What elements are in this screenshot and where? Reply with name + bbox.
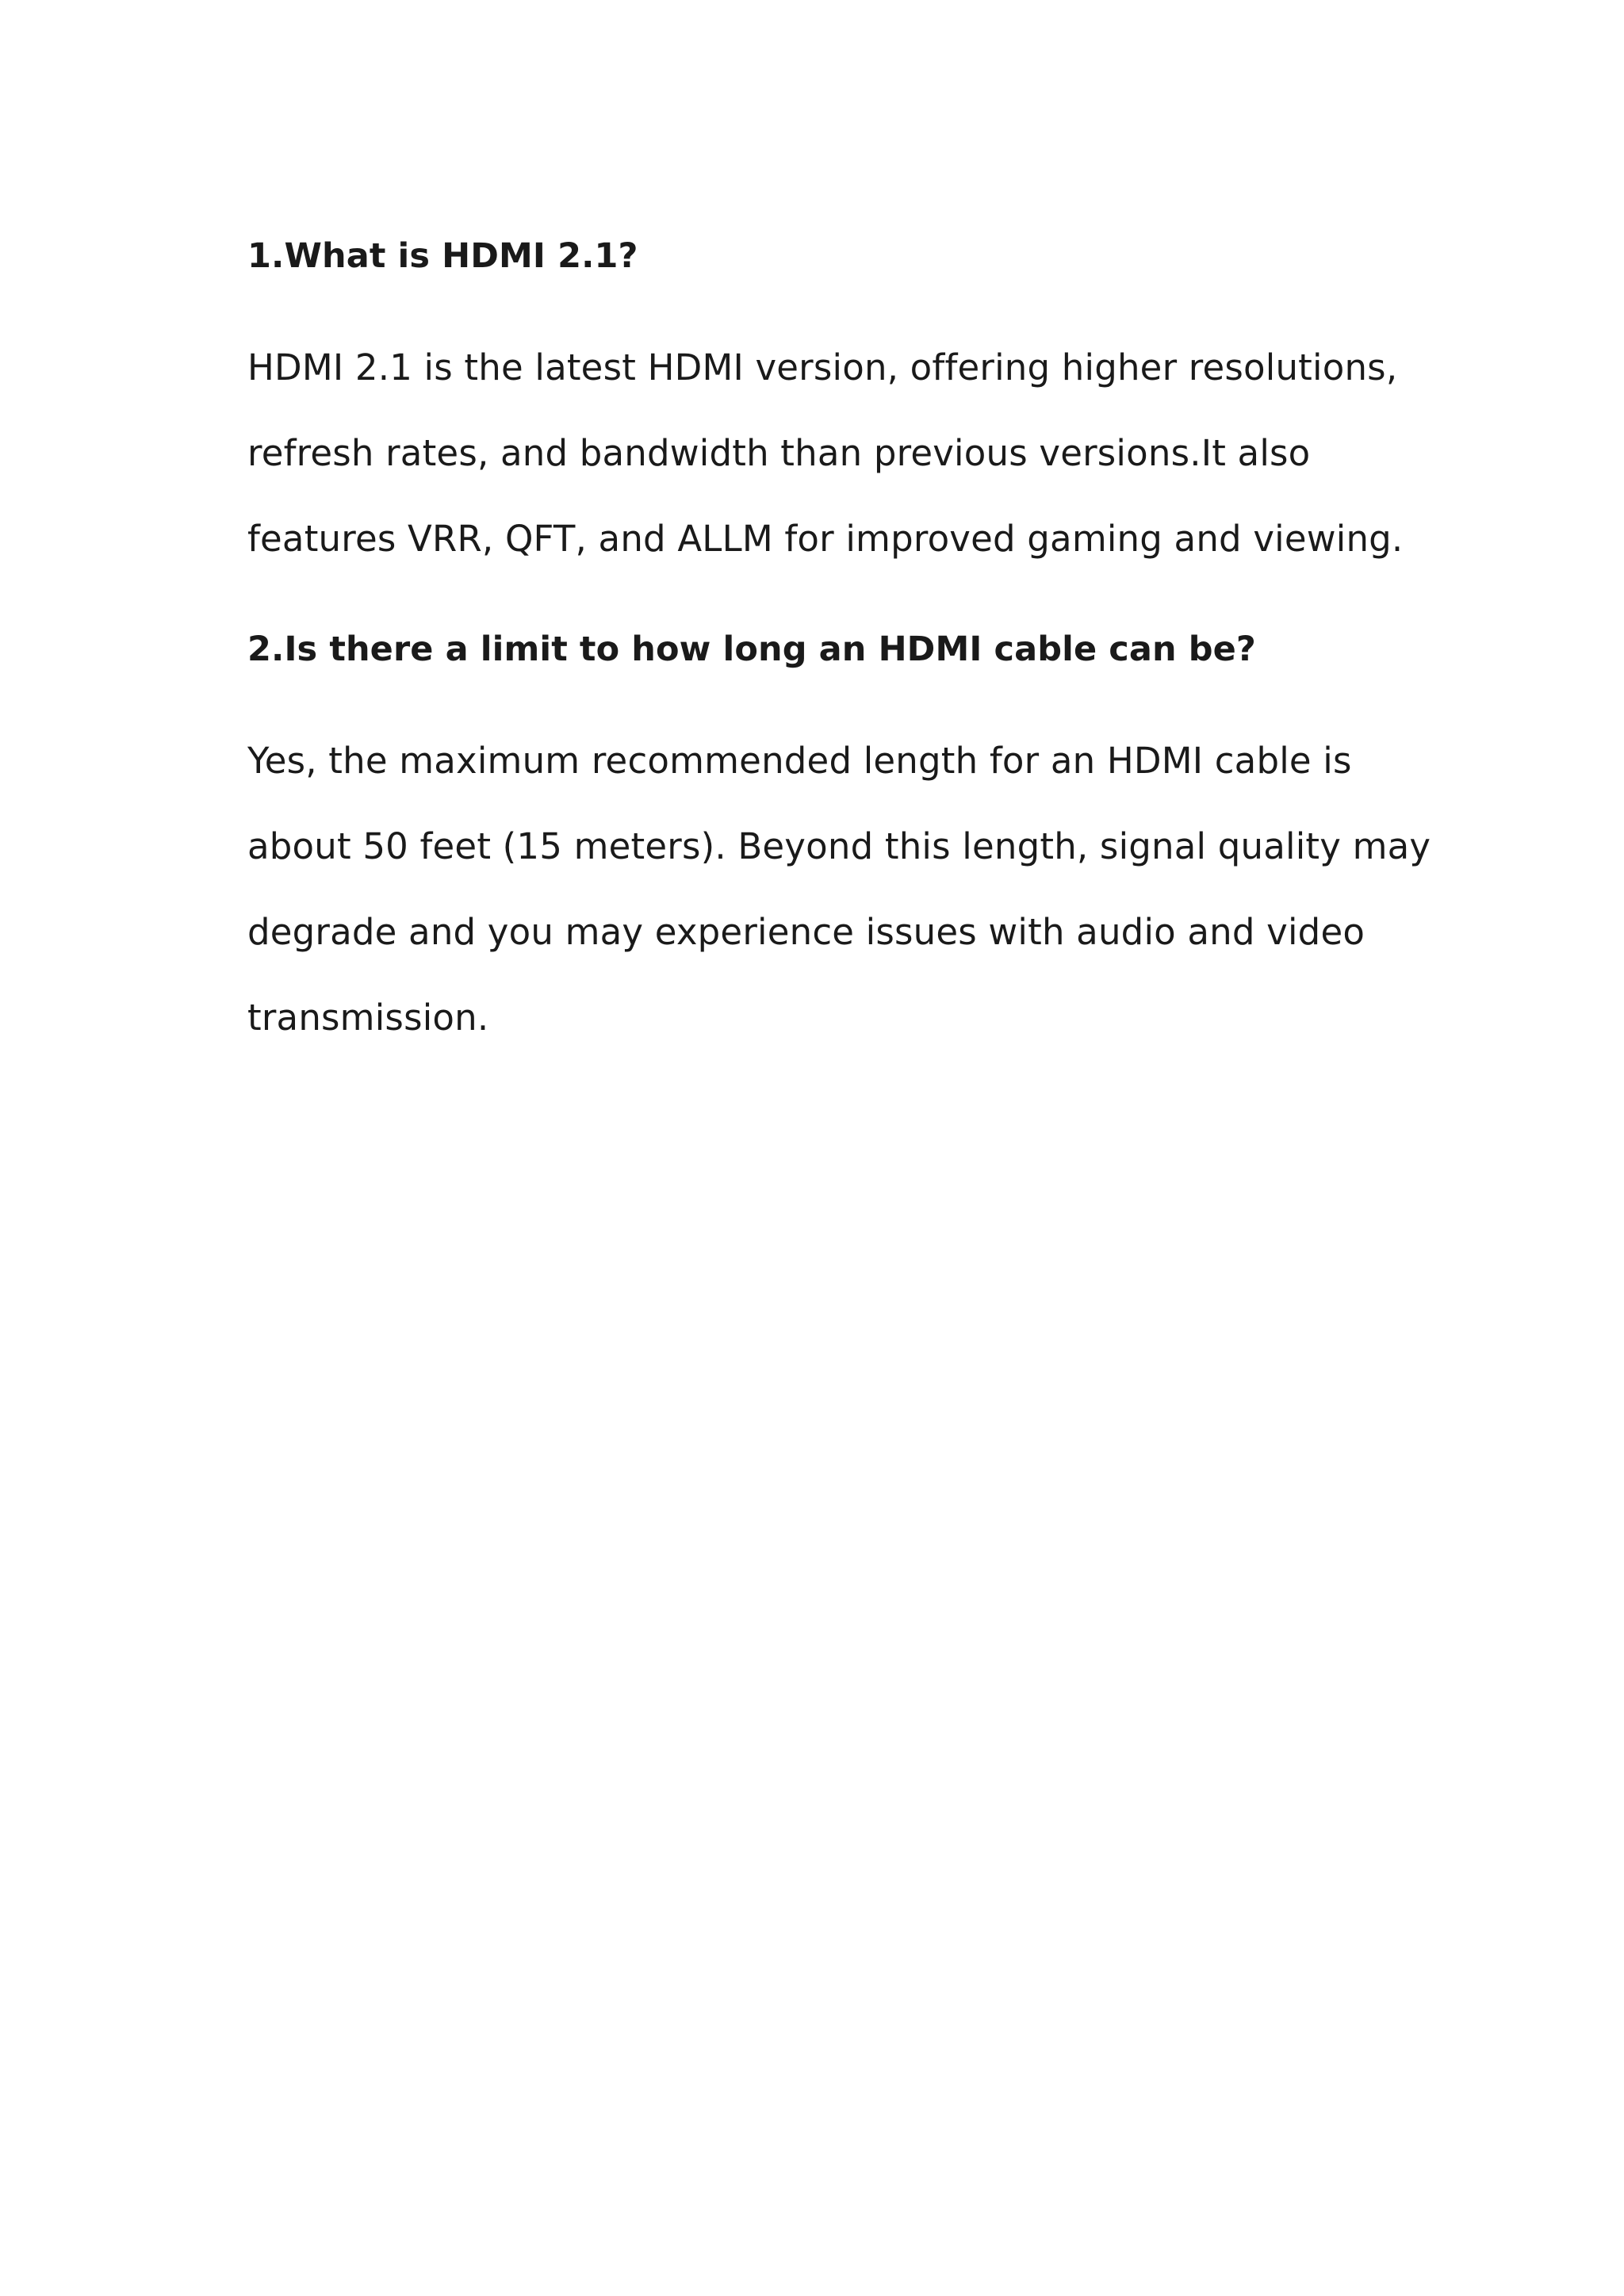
- faq-question-1: 1.What is HDMI 2.1?: [247, 236, 638, 276]
- faq-answer-2: [247, 718, 1431, 1061]
- document-content: [247, 224, 1431, 1061]
- faq-answer-2-line: Yes, the maximum recommended length for an HDMI cable is: [247, 740, 1352, 782]
- faq-question-2: 2.Is there a limit to how long an HDMI cable can be?: [247, 629, 1256, 669]
- faq-answer-2-line: degrade and you may experience issues with audio and video: [247, 911, 1365, 953]
- faq-answer-2-line: about 50 feet (15 meters). Beyond this length, signal quality may: [247, 825, 1431, 867]
- faq-answer-1-line: refresh rates, and bandwidth than previous versions.It also: [247, 432, 1311, 474]
- faq-answer-2-line: transmission.: [247, 997, 489, 1039]
- faq-answer-1-line: features VRR, QFT, and ALLM for improved gaming and viewing.: [247, 518, 1404, 560]
- faq-answer-1: [247, 325, 1404, 582]
- faq-answer-1-line: HDMI 2.1 is the latest HDMI version, offering higher resolutions,: [247, 346, 1398, 388]
